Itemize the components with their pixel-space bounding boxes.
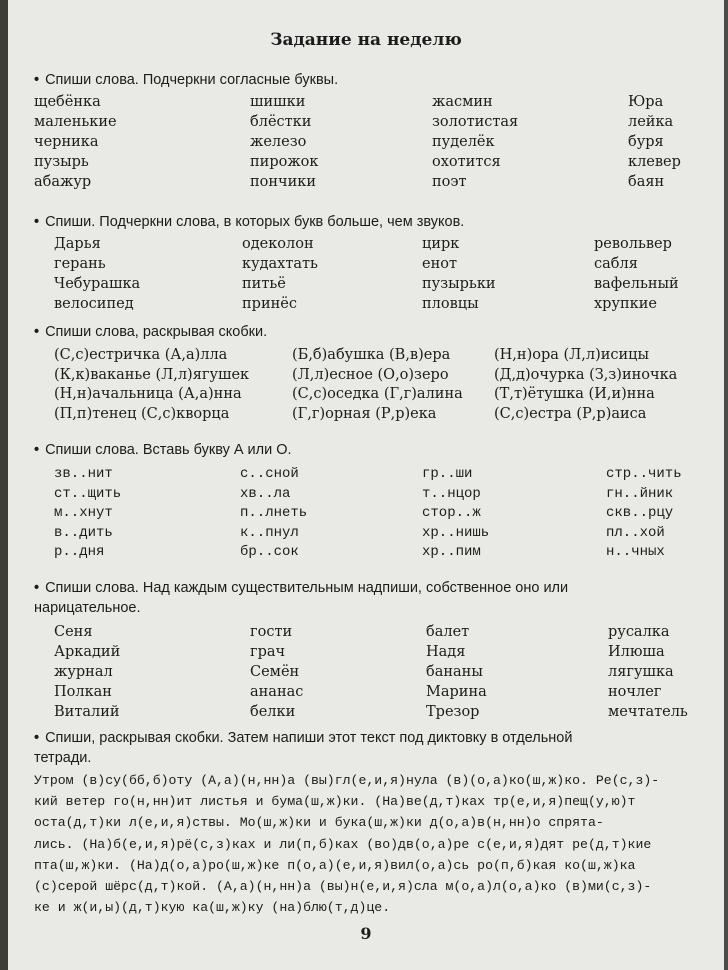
bullet-icon: • [34,324,40,340]
word-item: хв..ла [240,485,291,502]
word-item: гн..йник [606,485,674,502]
instruction-text: Спиши слова. Подчеркни согласные буквы. [45,72,339,88]
word-item: маленькие [34,114,117,130]
word-item: буря [628,134,664,150]
word-item: питьё [242,276,286,292]
word-item: н..чных [606,544,665,560]
word-item: т..нцор [422,485,481,502]
word-item: (Н,н)ачальница (А,а)нна [54,386,242,402]
word-item: Илюша [608,644,665,660]
dictation-line: пта(ш,ж)ки. (На)д(о,а)ро(ш,ж)ке п(о,а)(е,и,я)вил(о,а)сь ро(п,б)кая ко(ш,ж)ка [34,857,636,873]
word-item: балет [426,624,470,640]
word-item: Надя [426,644,466,660]
word-item: кудахтать [242,256,318,272]
word-item: бананы [426,664,483,680]
word-item: (Т,т)ётушка (И,и)нна [494,386,655,402]
instruction-4 [34,440,694,460]
word-item: одеколон [242,236,314,252]
bullet-icon: • [34,730,40,746]
word-item: (С,с)естричка (А,а)лла [54,347,228,363]
workbook-page [8,0,724,970]
word-item: пирожок [250,154,319,170]
word-item: хр..пим [422,544,481,560]
page-title: Задание на неделю [270,30,462,50]
word-item: с..сной [240,466,299,482]
word-item: мечтатель [608,704,688,720]
word-item: железо [250,134,307,150]
word-item: Полкан [54,684,112,700]
instruction-2 [34,212,694,232]
instruction-text-continued: тетради. [34,750,92,766]
instruction-1 [34,70,694,90]
word-item: зв..нит [54,466,113,482]
word-item: поэт [432,174,467,190]
instruction-text: Спиши, раскрывая скобки. Затем напиши этот текст под диктовку в отдельной [45,730,573,746]
instruction-text: Спиши слова, раскрывая скобки. [45,324,268,340]
word-item: Аркадий [54,644,121,660]
word-item: вафельный [594,276,679,292]
word-item: ст..щить [54,485,122,502]
word-item: сабля [594,256,638,272]
word-item: (С,с)естра (Р,р)аиса [494,405,647,422]
dictation-line: (с)серой шёрс(д,т)кой. (А,а)(н,нн)а (вы)н(е,и,я)сла м(о,а)л(о,а)ко (в)ми(с,з)- [34,879,652,895]
instruction-6 [34,728,694,768]
word-item: охотится [432,154,501,170]
word-item: ночлег [608,684,662,700]
dictation-line: оста(д,т)ки л(е,и,я)ствы. Мо(ш,ж)ки и бука(ш,ж)ки д(о,а)в(н,нн)о спрята- [34,815,604,831]
word-item: стр..чить [606,466,682,482]
word-item: абажур [34,174,92,190]
word-item: (Л,л)есное (О,о)зеро [292,366,449,383]
word-item: Марина [426,684,487,700]
word-item: Сеня [54,624,93,640]
word-item: пл..хой [606,524,665,541]
page-edge-shadow [0,0,8,970]
page-number: 9 [360,924,372,943]
dictation-line: Утром (в)су(бб,б)оту (А,а)(н,нн)а (вы)гл(е,и,я)нула (в)(о,а)ко(ш,ж)ко. Ре(с,з)- [34,773,660,788]
dictation-line: ке и ж(и,ы)(д,т)кую ка(ш,ж)ку (на)блю(т,д)це. [34,900,391,916]
word-item: скв..рцу [606,505,674,521]
word-item: стор..ж [422,505,481,521]
word-item: пузырьки [422,276,496,292]
word-item: п..лнеть [240,505,308,521]
instruction-text-continued: нарицательное. [34,600,141,616]
word-item: (К,к)ваканье (Л,л)ягушек [54,366,250,383]
word-item: енот [422,256,457,272]
word-item: золотистая [432,114,519,130]
word-item: пузырь [34,154,89,170]
word-item: пловцы [422,296,479,312]
word-item: хрупкие [594,296,657,312]
word-item: журнал [54,664,113,680]
bullet-icon: • [34,72,40,88]
word-item: велосипед [54,296,134,312]
word-item: Дарья [54,236,101,252]
word-item: м..хнут [54,505,113,521]
instruction-text: Спиши слова. Вставь букву А или О. [45,442,292,458]
dictation-line: лись. (На)б(е,и,я)рё(с,з)ках и ли(п,б)ках (во)дв(о,а)ре с(е,и,я)дят ре(д,т)кие [34,836,652,852]
word-item: шишки [250,94,306,110]
word-item: Чебурашка [54,276,141,292]
dictation-line: кий ветер го(н,нн)ит листья и бума(ш,ж)ки. (На)ве(д,т)ках тр(е,и,я)пещ(у,ю)т [34,794,636,810]
word-item: пуделёк [432,134,495,150]
word-item: белки [250,704,296,720]
word-item: лейка [628,114,674,130]
word-item: баян [628,174,665,190]
word-item: блёстки [250,114,312,130]
word-item: р..дня [54,544,105,560]
word-item: в..дить [54,524,113,541]
word-item: хр..нишь [422,524,490,541]
word-item: Семён [250,664,300,680]
instruction-5 [34,578,694,618]
word-item: грач [250,644,286,660]
word-item: (П,п)тенец (С,с)кворца [54,405,230,422]
word-item: (Н,н)ора (Л,л)исицы [494,347,650,363]
word-item: гости [250,624,293,640]
instruction-text: Спиши. Подчеркни слова, в которых букв больше, чем звуков. [45,214,465,230]
instruction-3 [34,322,694,342]
word-item: клевер [628,154,681,170]
word-item: цирк [422,236,460,252]
word-item: к..пнул [240,524,299,541]
word-item: (Д,д)очурка (З,з)иночка [494,366,678,383]
bullet-icon: • [34,580,40,596]
word-item: лягушка [608,664,674,680]
word-item: Трезор [426,704,480,720]
word-item: (Б,б)абушка (В,в)ера [292,347,451,363]
word-item: револьвер [594,236,672,252]
word-item: ананас [250,684,304,700]
word-item: принёс [242,296,297,312]
word-item: Юра [628,94,664,110]
word-item: (Г,г)орная (Р,р)ека [292,405,437,422]
word-item: гр..ши [422,466,473,482]
word-item: пончики [250,174,317,190]
word-item: (С,с)оседка (Г,г)алина [292,386,463,402]
bullet-icon: • [34,214,40,230]
bullet-icon: • [34,442,40,458]
dictation-text [34,770,694,918]
word-item: русалка [608,624,670,640]
word-item: Виталий [54,704,120,720]
word-item: жасмин [432,94,493,110]
instruction-text: Спиши слова. Над каждым существительным надпиши, собственное оно или [45,580,569,596]
word-item: герань [54,256,106,272]
word-item: щебёнка [34,94,101,110]
word-item: бр..сок [240,544,299,560]
word-item: черника [34,134,99,150]
